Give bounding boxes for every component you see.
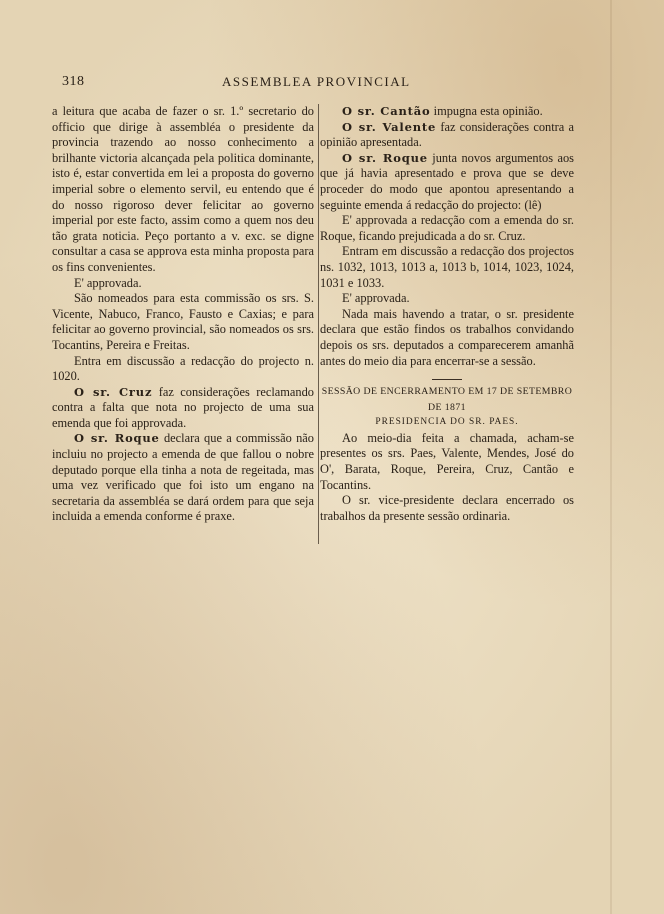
speech-text: faz considerações contra a opinião apresentada. [320, 119, 574, 150]
speech-text: faz considerações reclamando contra a falta que nota no projecto de uma sua emenda que foi approvada. [52, 384, 314, 430]
page-number: 318 [62, 74, 85, 89]
speaker-name: O sr. Roque [342, 150, 428, 165]
page-fold-shadow [610, 0, 612, 914]
column-divider [318, 104, 319, 544]
speech-text: declara que a commissão não incluiu no projecto a emenda de que fallou o nobre deputado porque ella tinha a nota de regeitada, mas uma vez verificado que foi isto um engano na secretaria da assembléa se dará ordem para que seja incluida a emenda conforme é praxe. [52, 431, 314, 524]
speech-paragraph [320, 104, 574, 120]
paragraph: E' approvada. [74, 275, 142, 290]
speech-text: junta novos argumentos aos que já havia apresentado e prova que se deve proceder do modo que apontou apresentando a seguinte emenda á redacção do projecto: (lê) [320, 150, 574, 212]
running-title: ASSEMBLEA PROVINCIAL [222, 74, 411, 89]
paragraph: E' approvada. [342, 291, 410, 306]
paragraph: a leitura que acaba de fazer o sr. 1.º secretario do officio que dirige à assembléa o presidente da provincia trazendo ao nosso conhecimento a brilhante victoria alcançada pela politica dominante, isto é, estar convertida em lei a proposta do governo imperial sobre o elemento servil, eu entendo que é do nosso rigoroso dever felicitar ao governo imperial por este facto, assim como a quem nos deu tão grata noticia. Peço portanto a v. exc. se digne consultar a casa se approva esta minha proposta para os fins convenientes. [52, 104, 314, 274]
paragraph: O sr. vice-presidente declara encerrado os trabalhos da presente sessão ordinaria. [320, 493, 574, 523]
page-header [52, 74, 572, 94]
presidency-line: PRESIDENCIA DO SR. PAES. [375, 417, 519, 428]
paragraph: E' approvada a redacção com a emenda do sr. Roque, ficando prejudicada a do sr. Cruz. [320, 213, 574, 243]
speech-text: impugna esta opinião. [433, 104, 543, 118]
right-column [320, 104, 574, 524]
section-rule [432, 379, 462, 380]
speaker-name: O sr. Roque [74, 431, 160, 446]
speech-paragraph [52, 431, 314, 525]
speech-paragraph [52, 385, 314, 432]
speech-paragraph [320, 151, 574, 213]
speaker-name: O sr. Cantão [342, 104, 431, 118]
paragraph: São nomeados para esta commissão os srs. S. Vicente, Nabuco, Franco, Fausto e Caxias; e para felicitar ao governo provincial, são nomeados os srs. Tocantins, Pereira e Freitas. [52, 291, 314, 352]
left-column [52, 104, 314, 525]
paragraph: Ao meio-dia feita a chamada, acham-se presentes os srs. Paes, Valente, Mendes, José do O', Barata, Roque, Pereira, Cruz, Cantão e Tocantins. [320, 430, 574, 492]
speaker-name: O sr. Valente [342, 119, 437, 134]
session-heading: SESSÃO DE ENCERRAMENTO EM 17 DE SETEMBRO DE 1871 [321, 386, 573, 413]
paragraph: Entra em discussão a redacção do projecto n. 1020. [52, 353, 314, 384]
speaker-name: O sr. Cruz [74, 384, 153, 399]
paragraph: Nada mais havendo a tratar, o sr. presidente declara que estão findos os trabalhos convidando depois os srs. deputados a comparecerem amanhã antes do meio dia para encerrar-se a sessão. [320, 306, 574, 368]
speech-paragraph [320, 120, 574, 151]
paragraph: Entram em discussão a redacção dos projectos ns. 1032, 1013, 1013 a, 1013 b, 1014, 1023, 1024, 1031 e 1033. [320, 244, 574, 290]
